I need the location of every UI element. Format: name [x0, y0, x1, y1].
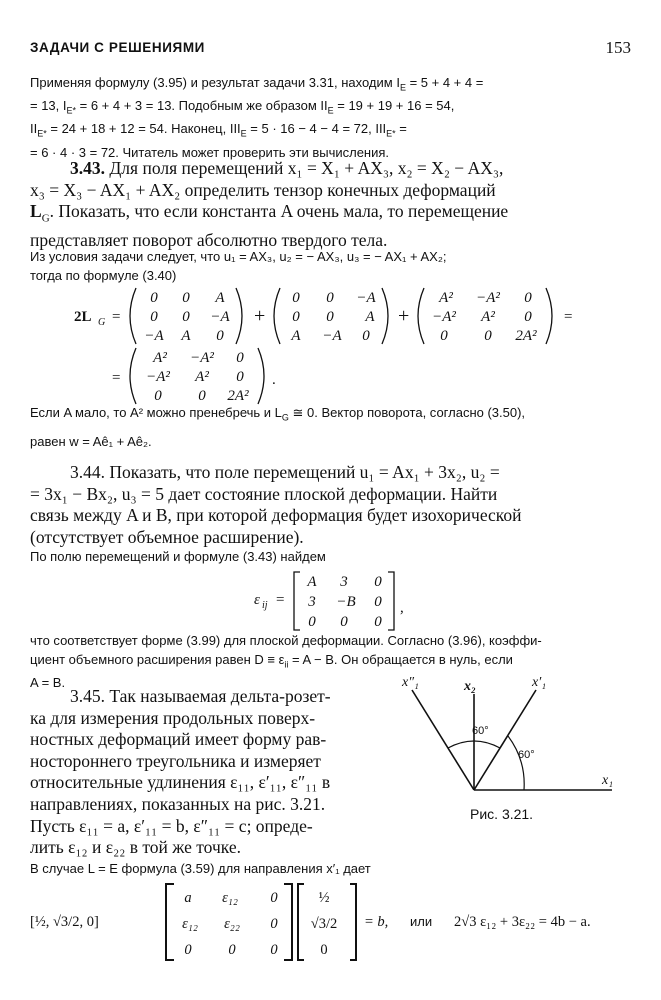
svg-text:0: 0 [150, 290, 158, 306]
svg-text:2√3 ε₁₂ + 3ε₂₂ = 4b − a.: 2√3 ε₁₂ + 3ε₂₂ = 4b − a. [454, 914, 591, 930]
svg-text:0: 0 [320, 942, 328, 958]
svg-text:0: 0 [150, 309, 158, 325]
problem-3-45: 3.45. Так называемая дельта-розет- ка для измерения продольных поверх- ностных деформаций имеет форму рав- ностороннего треугольника и измеряет относительные удлинения ε₁₁, ε′₁₁, ε″₁₁ в направлениях, показанных на рис. 3.21. Пусть ε₁₁ = a, ε′₁₁ = b, ε″₁₁ = c; опреде- лить ε₁₂ и ε₂₂ в той же точке. [30, 686, 331, 858]
solution-3-44-intro: По полю перемещений и формуле (3.43) найдем [30, 549, 326, 564]
equation-eij-svg [250, 568, 430, 634]
label-x1p: x′₁ [532, 675, 547, 690]
svg-text:0: 0 [270, 942, 278, 958]
svg-text:A: A [181, 328, 191, 344]
svg-text:= b,: = b, [364, 914, 389, 930]
svg-text:=: = [276, 592, 285, 608]
svg-text:=: = [564, 309, 573, 325]
svg-text:=: = [112, 370, 121, 386]
delta-rosette-diagram [400, 672, 630, 802]
svg-text:0: 0 [374, 574, 382, 590]
svg-text:A²: A² [481, 309, 495, 325]
svg-text:0: 0 [524, 309, 532, 325]
svg-text:0: 0 [340, 614, 348, 630]
svg-text:−A: −A [144, 328, 164, 344]
label-x1: x₁ [602, 773, 614, 788]
svg-text:−A²: −A² [432, 309, 456, 325]
svg-text:0: 0 [270, 890, 278, 906]
running-header [30, 40, 631, 60]
svg-text:0: 0 [374, 614, 382, 630]
angle-arc-2 [508, 736, 524, 790]
svg-text:√3/2: √3/2 [310, 916, 338, 932]
problem-number: 3.43. [70, 158, 105, 178]
svg-text:0: 0 [184, 942, 192, 958]
svg-text:0: 0 [362, 328, 370, 344]
svg-text:½: ½ [318, 890, 330, 906]
svg-text:0: 0 [216, 328, 224, 344]
label-x2: x₂ [464, 679, 476, 694]
svg-text:−A²: −A² [190, 350, 214, 366]
svg-text:A²: A² [153, 350, 167, 366]
svg-text:или: или [410, 914, 433, 929]
svg-text:0: 0 [524, 290, 532, 306]
svg-text:ε: ε [254, 592, 260, 608]
svg-text:A: A [365, 309, 375, 325]
angle-label-2: 60° [518, 749, 535, 761]
problem-3-44: 3.44. Показать, что поле перемещений u₁ = Ax₁ + 3x₂, u₂ = = 3x₁ − Bx₂, u₃ = 5 дает состояние плоской деформации. Найти связь между A и B, при которой деформация будет изохорической (отсутствует объемное расширение). [30, 462, 522, 547]
svg-text:ε₂₂: ε₂₂ [224, 916, 240, 932]
svg-text:[½, √3/2, 0]: [½, √3/2, 0] [30, 914, 99, 930]
svg-text:ε₁₂: ε₁₂ [222, 890, 238, 906]
solution-3-43-conclusion: Если A мало, то A² можно пренебречь и $L_G$ ≅ 0. Вектор поворота, согласно (3.50), равен w = Aê₁ + Aê₂. [30, 405, 526, 450]
page-number: 153 [605, 38, 631, 57]
header-title: ЗАДАЧИ С РЕШЕНИЯМИ [30, 40, 205, 55]
svg-text:0: 0 [292, 290, 300, 306]
svg-text:2A²: 2A² [515, 328, 537, 344]
equation-final [30, 880, 640, 969]
svg-text:=: = [112, 309, 121, 325]
svg-text:G: G [98, 317, 106, 328]
svg-text:0: 0 [182, 290, 190, 306]
intro-line-3: $II_{E*} = 24 + 18 + 12 = 54$. Наконец, $III_E = 5 \cdot 16 - 4 - 4 = 72$, $III_{E*}$ = [30, 121, 407, 139]
svg-text:0: 0 [198, 388, 206, 404]
equation-2lg-svg [74, 284, 594, 406]
intro-line-1: Применяя формулу (3.95) и результат задачи 3.31, находим $I_E = 5 + 4 + 4$ = [30, 75, 484, 93]
figure-caption: Рис. 3.21. [470, 806, 534, 822]
solution-3-43-intro: Из условия задачи следует, что u₁ = AX₃, u₂ = − AX₃, u₃ = − AX₁ + AX₂; тогда по формуле (3.40) [30, 249, 447, 283]
svg-text:−A: −A [356, 290, 376, 306]
svg-text:−A²: −A² [146, 369, 170, 385]
x1pp-axis-line [412, 690, 474, 790]
svg-text:+: + [254, 305, 266, 327]
svg-text:.: . [272, 372, 276, 388]
svg-text:A: A [215, 290, 225, 306]
x1p-axis-line [474, 690, 536, 790]
equation-eij [250, 568, 430, 639]
svg-text:0: 0 [440, 328, 448, 344]
svg-text:+: + [398, 305, 410, 327]
svg-text:0: 0 [292, 309, 300, 325]
svg-text:0: 0 [236, 350, 244, 366]
svg-text:A²: A² [195, 369, 209, 385]
equation-2lg [74, 284, 594, 411]
solution-3-44-body: что соответствует форме (3.99) для плоской деформации. Согласно (3.96), коэффи- циент объемного расширения равен $D \equiv \varepsilon_{ii} = A - B$. Он обращается в нуль, если A = B. [30, 633, 542, 690]
svg-text:0: 0 [228, 942, 236, 958]
svg-text:0: 0 [270, 916, 278, 932]
svg-text:A: A [307, 574, 317, 590]
svg-text:,: , [400, 600, 404, 616]
intro-line-2: = 13, $I_{E*} = 6 + 4 + 3 = 13$. Подобным же образом $II_E = 19 + 19 + 16 = 54$, [30, 98, 455, 116]
svg-text:−A: −A [322, 328, 342, 344]
solution-3-45-intro: В случае L = E формула (3.59) для направления x′₁ дает [30, 861, 371, 876]
svg-text:0: 0 [154, 388, 162, 404]
svg-text:2L: 2L [74, 309, 92, 325]
label-x1pp: x″₁ [402, 675, 419, 690]
svg-text:ij: ij [262, 600, 268, 611]
svg-text:0: 0 [374, 594, 382, 610]
svg-text:0: 0 [236, 369, 244, 385]
svg-text:−B: −B [336, 594, 356, 610]
svg-text:−A: −A [210, 309, 230, 325]
svg-text:0: 0 [326, 309, 334, 325]
equation-final-svg [30, 880, 640, 964]
svg-text:A: A [291, 328, 301, 344]
intro-line-4: = 6 · 4 · 3 = 72. Читатель может проверить эти вычисления. [30, 144, 390, 160]
svg-text:A²: A² [439, 290, 453, 306]
svg-text:0: 0 [308, 614, 316, 630]
svg-text:3: 3 [340, 574, 348, 590]
intro-paragraph [30, 74, 639, 162]
problem-3-43: 3.43. Для поля перемещений x₁ = X₁ + AX₃, x₂ = X₂ − AX₃, x₃ = X₃ − AX₁ + AX₂ определить тензор конечных деформаций $L_G$. Показать, что если константа A очень мала, то перемещение представляет поворот абсолютно твердого тела. [30, 158, 509, 251]
svg-text:−A²: −A² [476, 290, 500, 306]
angle-label-1: 60° [472, 725, 489, 737]
svg-text:2A²: 2A² [227, 388, 249, 404]
svg-text:0: 0 [182, 309, 190, 325]
svg-text:3: 3 [308, 594, 316, 610]
svg-text:0: 0 [484, 328, 492, 344]
svg-text:a: a [184, 890, 192, 906]
svg-text:ε₁₂: ε₁₂ [182, 916, 198, 932]
svg-text:0: 0 [326, 290, 334, 306]
